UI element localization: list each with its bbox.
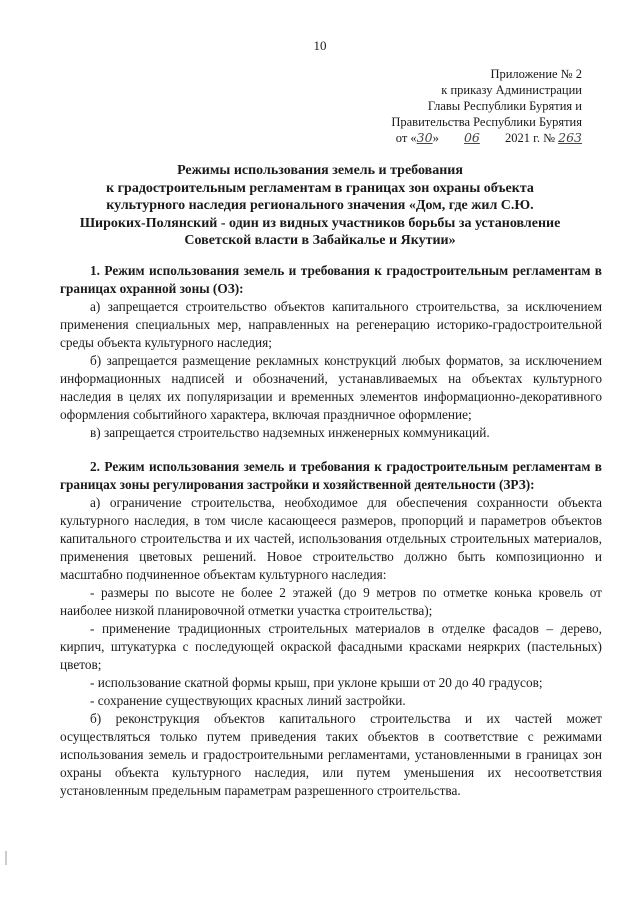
title-line: Советской власти в Забайкалье и Якутии» — [184, 233, 456, 248]
handwritten-day: 30 — [416, 130, 433, 145]
annex-line: Правительства Республики Бурятия — [391, 115, 582, 129]
year-text: 2021 г. № — [504, 131, 556, 145]
page-number: 10 — [313, 38, 327, 53]
list-item: - использование скатной формы крыш, при уклоне крыши от 20 до 40 градусов; — [90, 675, 543, 690]
title-line: культурного наследия регионального значения «Дом, где жил С.Ю. — [106, 198, 534, 213]
date-mid: » — [432, 131, 439, 145]
list-item: - размеры по высоте не более 2 этажей (до 9 метров по отметке конька кровель от наиболее низкой планировочной отметки участка строительства); — [60, 585, 602, 618]
annex-line: Главы Республики Бурятия и — [427, 99, 582, 113]
title-line: Режимы использования земель и требования — [177, 163, 463, 178]
annex-line: Приложение № 2 — [490, 67, 582, 81]
paragraph: б) запрещается размещение рекламных конструкций любых форматов, за исключением информационных надписей и обозначений, устанавливаемых на объектах культурного наследия в целях их популяризации и временных элементов информационно-декоративного оформления событийного характера, включая праздничное оформление; — [60, 353, 602, 422]
list-item: - сохранение существующих красных линий застройки. — [90, 693, 406, 708]
section-1 — [60, 262, 602, 442]
section-heading: 2. Режим использования земель и требования к градостроительным регламентам в границах зоны регулирования застройки и хозяйственной деятельности (ЗРЗ): — [60, 459, 602, 492]
annex-date-line — [391, 130, 582, 146]
section-2 — [60, 458, 602, 800]
section-heading: 1. Режим использования земель и требования к градостроительным регламентам в границах охранной зоны (ОЗ): — [60, 263, 602, 296]
handwritten-month: 06 — [463, 130, 480, 145]
annex-block — [391, 66, 582, 146]
scan-edge-mark — [5, 851, 7, 865]
title-line: к градостроительным регламентам в границах зон охраны объекта — [106, 180, 534, 196]
date-prefix: от « — [395, 131, 417, 145]
list-item: - применение традиционных строительных материалов в отделке фасадов – дерево, кирпич, штукатурка с последующей окраской фасадными красками неяркрих (пастельных) цветов; — [60, 621, 602, 672]
paragraph: в) запрещается строительство надземных инженерных коммуникаций. — [90, 425, 490, 440]
handwritten-number: 263 — [558, 130, 582, 145]
annex-line: к приказу Администрации — [441, 83, 582, 97]
title-line: Широких-Полянский - один из видных участников борьбы за установление — [79, 215, 561, 231]
paragraph: а) запрещается строительство объектов капитального строительства, за исключением применения специальных мер, направленных на регенерацию историко-градостроительной среды объекта культурного наследия; — [60, 299, 602, 350]
paragraph: б) реконструкция объектов капитального строительства и их частей может осуществляться только путем приведения таких объектов в соответствие с режимами использования земель и градостроительными регламентами, установленными в границах зон охраны объекта культурного наследия, или путем уменьшения их несоответствия установленным предельным параметрам разрешенного строительства. — [60, 711, 602, 798]
document-title — [50, 162, 590, 250]
paragraph: а) ограничение строительства, необходимое для обеспечения сохранности объекта культурного наследия, в том числе касающееся размеров, пропорций и параметров объектов капитального строительства и их частей, использования отдельных строительных материалов, применения цветовых решений. Новое строительство должно быть композиционно и масштабно подчиненное объектам культурного наследия: — [60, 495, 602, 582]
